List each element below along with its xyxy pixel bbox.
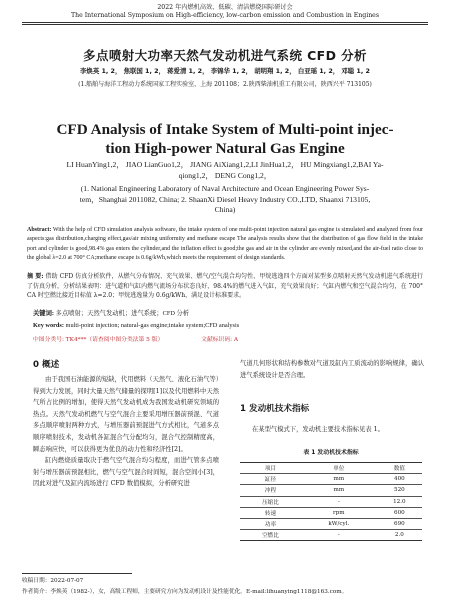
table-row [240, 485, 422, 496]
table-header-cell: 项目 [240, 463, 301, 474]
conference-name-en: The International Symposium on High-efficiency, low-carbon emission and Combustion in Engines [70, 12, 380, 19]
title-en-line2: tion High-power Natural Gas Engine [105, 140, 345, 157]
header-rule [22, 22, 428, 23]
table-row [240, 507, 422, 518]
authors-en-line1: LI HuanYing1,2， JIAO LianGuo1,2， JIANG AiXiang1,2,LI JinHua1,2， HU Mingxiang1,2,BAI Ya- [66, 160, 384, 169]
paragraph-intro-1: 由于我国石油能源的短缺，代用燃料（天然气、液化石油气等）得到大力发展，同时大量天然气储量的探明[1]以及代用燃料中天然气所占比例的增加，使得天然气发动机成为我国发动机研究领域的热点。天然气发动机燃气与空气混合主要采用增压器前预混、气道多点顺序喷射两种方式，与增压器前预混进气方式相比，气道多点顺序喷射技术，发动机各缸混合气分配均匀，混合气控制精度高，瞬态响应快，可以获得更为优良的动力性和经济性[2]。 [33, 376, 219, 453]
keywords-cn-text: 多点喷射；天然气发动机；进气系统；CFD 分析 [55, 310, 190, 317]
table-cell: 冲程 [240, 485, 301, 496]
authors-en-line2: qiong1,2， DENG Cong1,2， [178, 170, 272, 180]
paper-title-cn: 多点喷射大功率天然气发动机进气系统 CFD 分析 [83, 48, 367, 63]
abstract-en [27, 226, 423, 264]
conference-name-cn: 2022 年内燃机高效、低碳、清洁燃烧国际研讨会 [157, 4, 293, 11]
table-cell: mm [301, 474, 377, 485]
keywords-en-label: Key words: [33, 322, 64, 329]
received-date: 收稿日期：2022-07-07 [22, 578, 84, 584]
paragraph-intro-2: 缸内燃烧质量取决于燃气空气混合均匀程度，而进气管多点喷射与增压器前预混相比，燃气与空气混合时间短，混合空间小[3]，因此对进气及缸内流场进行 CFD 数值模拟，分析研究进 [33, 457, 219, 488]
table-cell: 600 [377, 507, 422, 518]
paragraph-intro-3: 气道几何形状和结构参数对气道及缸内工质流动的影响规律，确认进气系统设计是否合理。 [240, 360, 424, 379]
classification-line [33, 334, 423, 343]
conference-header [0, 4, 450, 20]
table-cell: kW/cyl. [301, 518, 377, 529]
abstract-cn-label: 摘 要: [27, 273, 44, 280]
table-cell: 12.0 [377, 496, 422, 507]
table-cell: 2.0 [377, 530, 422, 541]
affiliation-en-line3: China) [214, 205, 236, 214]
table-cell: 功率 [240, 518, 301, 529]
table-row [240, 518, 422, 529]
abstract-label: Abstract: [27, 227, 52, 233]
affiliation-cn: (1.船舶与海洋工程动力系统国家工程实验室，上海 201108；2.陕西柴油机重工有限公司，陕西兴平 713105) [78, 81, 372, 88]
author-biography: 作者简介：李焕英（1982-），女，高级工程师，主要研究方向为发动机设计及性能优化。E-mail:lihuanying1118@163.com。 [22, 589, 348, 595]
affiliation-en [0, 184, 450, 216]
affiliation-en-line2: tem，Shanghai 2011082, China; 2. ShaanXi Diesel Heavy Industry CO.,LTD, Shaanxi 713105, [79, 194, 371, 204]
table-cell: 缸径 [240, 474, 301, 485]
abstract-text: With the help of CFD simulation analysis software, the intake system of one multi-point injection natural gas engine is simulated and analyzed from four aspects:gas distribution,charging effect,gas/air mixing uniformity and methane escape The analysis results show that the distribution of gas flow field in the intake port and cylinder is good,98.4% gas enters the cylinder,and the inflation effect is good;the gas and air in the cylinder are evenly mixed,and the air-fuel ratio close to the global λ=2.0 at 700° CA;methane escape is 0.6g/kWh,which meets the requirement of design standards. [27, 227, 423, 262]
keywords-en [33, 321, 239, 330]
table-row [240, 496, 422, 507]
table-cell: mm [301, 485, 377, 496]
paper-title-en [0, 120, 450, 158]
table-cell: rpm [301, 507, 377, 518]
right-column-text [240, 358, 424, 381]
footnote-rule [22, 573, 132, 574]
table-1-caption: 表 1 发动机技术指标 [303, 450, 359, 456]
section-0-heading: 0 概述 [33, 360, 60, 370]
table-cell: 压缩比 [240, 496, 301, 507]
abstract-cn [27, 272, 423, 301]
table-header-row [240, 463, 422, 474]
table-cell: 空燃比 [240, 530, 301, 541]
table-cell: - [301, 496, 377, 507]
left-column [33, 374, 219, 490]
authors-cn: 李焕英 1, 2， 焦联国 1, 2， 蒋爱清 1, 2， 李锦华 1, 2， 胡明翔 1, 2， 白亚瑶 1, 2， 邓聪 1, 2 [80, 67, 370, 75]
document-code: 文献标识码: A [201, 337, 239, 343]
paragraph-spec: 在某型气模式下，发动机主要技术指标见表 1。 [252, 426, 384, 433]
table-cell: - [301, 530, 377, 541]
title-en-line1: CFD Analysis of Intake System of Multi-point injec- [56, 121, 394, 138]
table-cell: 690 [377, 518, 422, 529]
table-row [240, 530, 422, 541]
keywords-cn-label: 关键词: [33, 310, 54, 317]
keywords-en-text: multi-point injection; natural-gas engine;intake system;CFD analysis [65, 322, 240, 329]
table-cell: 400 [377, 474, 422, 485]
spec-table [240, 462, 422, 541]
table-cell: 转速 [240, 507, 301, 518]
abstract-cn-text: 借助 CFD 仿真分析软件，从燃气分布情况、充气效果、燃气/空气混合均匀性、甲烷逃逸四个方面对某型多点喷射天然气发动机进气系统进行了仿真分析，分析结果表明：进气道和气缸内燃气流场分布状态良好，98.4%的燃气进入气缸，充气效果良好；气缸内燃气和空气混合均匀，在 700° CA 时空燃比接近目标值 λ=2.0；甲烷逃逸量为 0.6g/kWh，满足设计标准要求。 [27, 273, 423, 300]
section-1-heading: 1 发动机技术指标 [240, 404, 310, 414]
authors-en [0, 160, 450, 181]
table-row [240, 474, 422, 485]
affiliation-en-line1: (1. National Engineering Laboratory of Naval Architecture and Ocean Engineering Power Sys- [80, 184, 370, 193]
clc-number: 中图分类号: TK4***（请查阅中图分类法第 5 版） [33, 337, 164, 343]
table-header-cell: 单位 [301, 463, 377, 474]
table-header-cell: 数值 [377, 463, 422, 474]
header-rule-thin [22, 24, 428, 25]
keywords-cn [33, 309, 189, 318]
table-cell: 520 [377, 485, 422, 496]
